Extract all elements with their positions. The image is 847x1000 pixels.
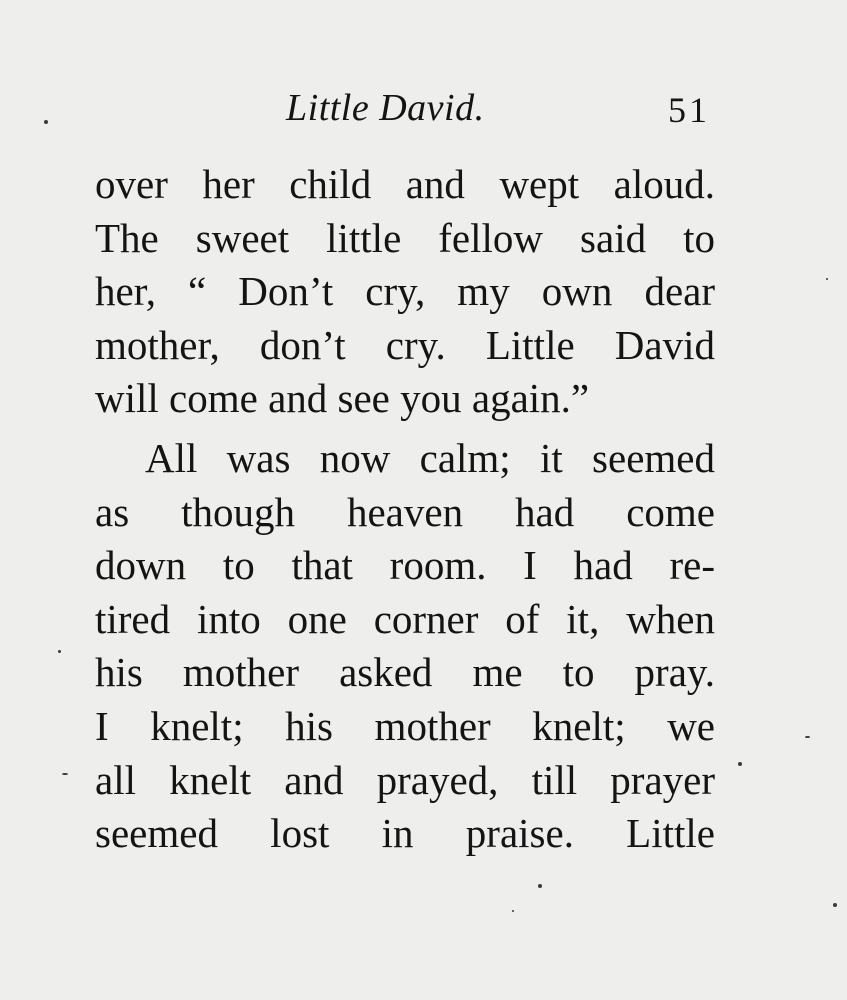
page-number: 51 (668, 90, 710, 130)
text-line: mother, don’t cry. Little David (95, 321, 715, 368)
print-speck (44, 120, 48, 124)
text-line: The sweet little fellow said to (95, 214, 715, 261)
print-speck (62, 773, 68, 775)
print-speck (826, 278, 828, 280)
print-speck (58, 650, 61, 653)
text-line: all knelt and prayed, till prayer (95, 756, 715, 803)
text-line: over her child and wept aloud. (95, 161, 715, 207)
body-text (95, 158, 715, 861)
paragraph-1 (95, 158, 715, 426)
running-title: Little David. (286, 87, 485, 129)
print-speck (805, 736, 810, 738)
text-line: will come and see you again.” (95, 375, 590, 422)
text-line: down to that room. I had re- (95, 542, 715, 589)
text-line: tired into one corner of it, when (95, 595, 715, 642)
print-speck (512, 910, 514, 912)
print-speck (833, 903, 837, 907)
text-line: I knelt; his mother knelt; we (95, 702, 715, 749)
print-speck (538, 884, 542, 888)
text-line: as though heaven had come (95, 488, 715, 535)
running-head (0, 85, 847, 131)
text-line: her, “ Don’t cry, my own dear (95, 268, 715, 315)
text-line: All was now calm; it seemed (145, 434, 715, 481)
print-speck (738, 762, 742, 766)
text-line: seemed lost in praise. Little (95, 810, 715, 857)
text-line: his mother asked me to pray. (95, 649, 715, 696)
paragraph-2 (95, 432, 715, 861)
